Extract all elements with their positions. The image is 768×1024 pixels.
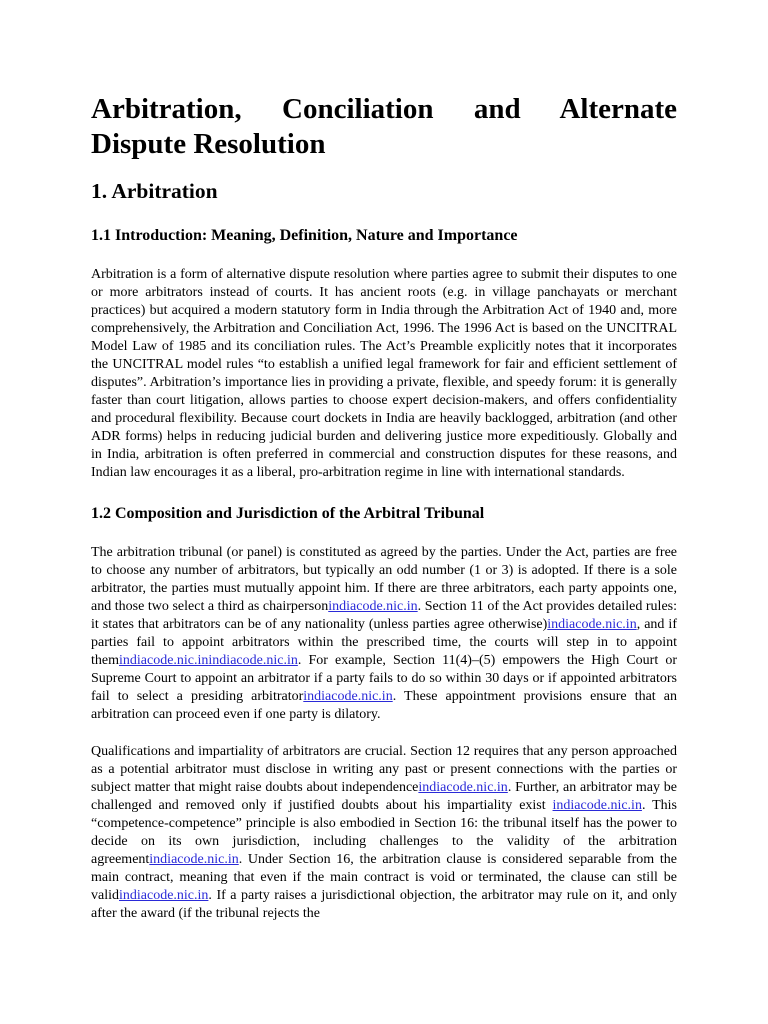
paragraph-text: Qualifications and impartiality of arbitrators are crucial. Section 12 requires that any person approached as a potential arbitrator must disclose in writing any past or present connections with the parties or subject matter that might raise doubts about independence bbox=[91, 744, 677, 795]
source-link[interactable]: indiacode.nic.in bbox=[303, 689, 393, 704]
source-link[interactable]: indiacode.nic.in bbox=[119, 888, 209, 903]
paragraph-text: . These appointment provisions ensure that an arbitration can proceed even if one party is dilatory. bbox=[91, 689, 677, 722]
document-page bbox=[91, 92, 677, 923]
source-link[interactable]: indiacode.nic.in bbox=[119, 653, 209, 668]
source-link[interactable]: indiacode.nic.in bbox=[328, 599, 418, 614]
paragraph-text: The arbitration tribunal (or panel) is constituted as agreed by the parties. Under the Act, parties are free to choose any number of arbitrators, but typically an odd number (1 or 3) is adopted. If there is a sole arbitrator, the parties must mutually appoint him. If there are three arbitrators, each party appoints one, and those two select a third as chairperson bbox=[91, 545, 677, 614]
paragraph-text: . Further, an arbitrator may be challenged and removed only if justified doubts about his impartiality exist bbox=[91, 780, 677, 813]
section-heading-arbitration: 1. Arbitration bbox=[91, 179, 218, 203]
paragraph-text: . For example, Section 11(4)–(5) empowers the High Court or Supreme Court to appoint an arbitrator if a party fails to do so within 30 days or if appointed arbitrators fail to select a presiding arbitrator bbox=[91, 653, 677, 704]
paragraph-introduction: Arbitration is a form of alternative dispute resolution where parties agree to submit their disputes to one or more arbitrators instead of courts. It has ancient roots (e.g. in village panchayats or merchant practices) but acquired a modern statutory form in India through the Arbitration Act of 1940 and, more comprehensively, the Arbitration and Conciliation Act, 1996. The 1996 Act is based on the UNCITRAL Model Law of 1985 and its conciliation rules. The Act’s Preamble explicitly notes that it incorporates the UNCITRAL model rules “to establish a unified legal framework for fair and efficient settlement of disputes”. Arbitration’s importance lies in providing a private, flexible, and speedy forum: it is generally faster than court litigation, allows parties to choose expert decision-makers, and offers confidentiality and procedural flexibility. Because court dockets in India are heavily backlogged, arbitration (and other ADR forms) helps in reducing judicial burden and delivering justice more expeditiously. Globally and in India, arbitration is often preferred in commercial and construction disputes for these reasons, and Indian law encourages it as a liberal, pro-arbitration regime in line with international standards. bbox=[91, 267, 677, 480]
source-link[interactable]: indiacode.nic.in bbox=[418, 780, 508, 795]
subsection-heading-introduction: 1.1 Introduction: Meaning, Definition, Nature and Importance bbox=[91, 227, 518, 244]
paragraph-text: . Section 11 of the Act provides detailed rules: it states that arbitrators can be of any nationality (unless parties agree otherwise) bbox=[91, 599, 677, 632]
source-link[interactable]: indiacode.nic.in bbox=[149, 852, 239, 867]
paragraph-text: . If a party raises a jurisdictional objection, the arbitrator may rule on it, and only after the award (if the tribunal rejects the bbox=[91, 888, 677, 921]
paragraph-text: , and if parties fail to appoint arbitrators within the prescribed time, the courts will step in to appoint them bbox=[91, 617, 677, 668]
document-title: Arbitration, Conciliation and Alternate Dispute Resolution bbox=[91, 93, 677, 160]
subsection-heading-composition: 1.2 Composition and Jurisdiction of the Arbitral Tribunal bbox=[91, 505, 485, 522]
paragraph-text: . Under Section 16, the arbitration clause is considered separable from the main contract, meaning that even if the main contract is void or terminated, the clause can still be valid bbox=[91, 852, 677, 903]
paragraph-composition bbox=[91, 544, 677, 724]
source-link[interactable]: indiacode.nic.in bbox=[208, 653, 298, 668]
paragraph-qualifications bbox=[91, 743, 677, 923]
source-link[interactable]: indiacode.nic.in bbox=[552, 798, 642, 813]
source-link[interactable]: indiacode.nic.in bbox=[547, 617, 637, 632]
paragraph-text: . This “competence-competence” principle is also embodied in Section 16: the tribunal itself has the power to decide on its own jurisdiction, including challenges to the validity of the arbitration agreement bbox=[91, 798, 677, 867]
